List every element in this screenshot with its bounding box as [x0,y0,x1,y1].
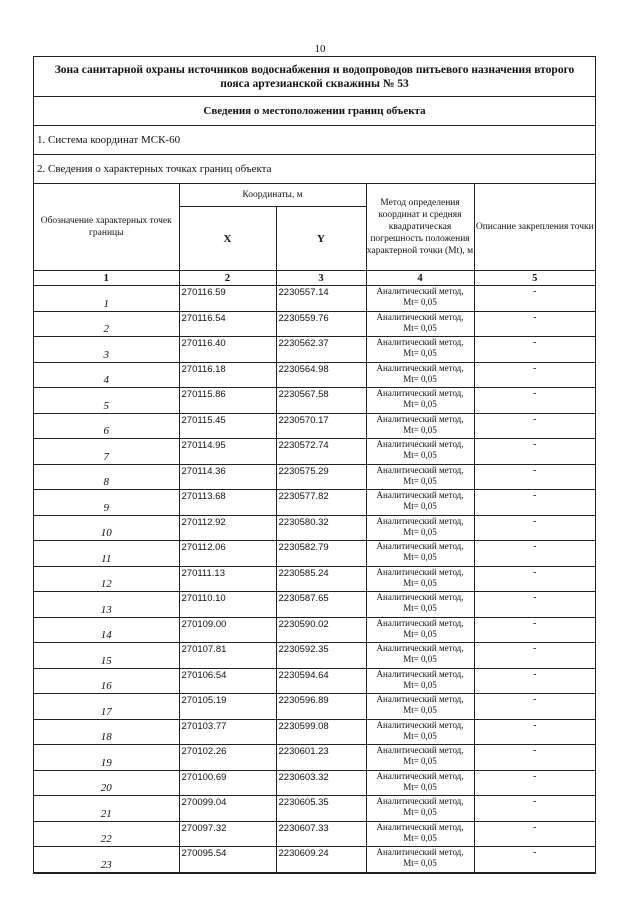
page-number: 10 [314,43,326,55]
table-row [34,490,595,516]
method-text: Аналитический метод, [376,388,464,398]
point-description: - [474,541,595,567]
table-row [34,337,595,363]
method-cell [366,617,474,643]
point-description: - [474,643,595,669]
point-number: 15 [34,643,179,669]
method-text: Аналитический метод, [376,413,464,424]
x-coordinate: 270114.36 [179,464,276,490]
point-description: - [474,464,595,490]
point-number: 6 [34,413,179,439]
x-coordinate: 270106.54 [179,668,276,694]
table-row [34,413,595,439]
method-text: Аналитический метод, [376,286,464,296]
x-coordinate: 270116.40 [179,337,276,363]
point-description: - [474,439,595,465]
method-cell [366,770,474,796]
y-coordinate: 2230585.24 [276,566,366,592]
point-description: - [474,592,595,618]
accuracy-text: Mt= 0,05 [403,475,437,486]
method-text: Аналитический метод, [376,668,464,679]
table-row [34,694,595,720]
table-row [34,388,595,414]
method-cell [366,413,474,439]
x-coordinate: 270110.10 [179,592,276,618]
table-row [34,515,595,541]
method-text: Аналитический метод, [376,719,464,730]
column-number: 4 [366,271,474,286]
x-coordinate: 270116.54 [179,311,276,337]
point-number: 20 [34,770,179,796]
method-text: Аналитический метод, [376,311,464,322]
method-cell [366,439,474,465]
header-description: Описание закрепления точки [474,184,595,271]
x-coordinate: 270102.26 [179,745,276,771]
method-text: Аналитический метод, [376,694,464,704]
point-description: - [474,311,595,337]
method-cell [366,847,474,873]
accuracy-text: Mt= 0,05 [403,781,437,792]
point-number: 21 [34,796,179,822]
accuracy-text: Mt= 0,05 [403,501,437,511]
y-coordinate: 2230596.89 [276,694,366,720]
y-coordinate: 2230607.33 [276,821,366,847]
x-coordinate: 270099.04 [179,796,276,822]
column-number: 3 [276,271,366,286]
accuracy-text: Mt= 0,05 [403,424,437,435]
x-coordinate: 270114.95 [179,439,276,465]
accuracy-text: Mt= 0,05 [403,858,437,868]
accuracy-text: Mt= 0,05 [403,654,437,664]
method-text: Аналитический метод, [376,617,464,628]
accuracy-text: Mt= 0,05 [403,552,437,562]
point-description: - [474,796,595,822]
header-point-designation: Обозначение характерных точек границы [34,184,179,271]
y-coordinate: 2230580.32 [276,515,366,541]
header-coordinates: Координаты, м [179,184,366,207]
point-description: - [474,821,595,847]
point-description: - [474,337,595,363]
x-coordinate: 270112.92 [179,515,276,541]
method-cell [366,592,474,618]
accuracy-text: Mt= 0,05 [403,450,437,460]
y-coordinate: 2230599.08 [276,719,366,745]
method-text: Аналитический метод, [376,770,464,781]
method-text: Аналитический метод, [376,439,464,449]
method-text: Аналитический метод, [376,821,464,832]
x-coordinate: 270105.19 [179,694,276,720]
table-row [34,286,595,312]
method-cell [366,694,474,720]
method-cell [366,821,474,847]
accuracy-text: Mt= 0,05 [403,832,437,843]
table-row [34,821,595,847]
method-text: Аналитический метод, [376,847,464,857]
point-number: 19 [34,745,179,771]
x-coordinate: 270116.59 [179,286,276,312]
y-coordinate: 2230577.82 [276,490,366,516]
y-coordinate: 2230601.23 [276,745,366,771]
y-coordinate: 2230559.76 [276,311,366,337]
table-row [34,745,595,771]
x-coordinate: 270116.18 [179,362,276,388]
table-row [34,541,595,567]
y-coordinate: 2230567.58 [276,388,366,414]
method-cell [366,541,474,567]
points-heading: 2. Сведения о характерных точках границ объекта [34,155,595,184]
point-description: - [474,362,595,388]
point-description: - [474,388,595,414]
accuracy-text: Mt= 0,05 [403,373,437,384]
method-cell [366,490,474,516]
method-cell [366,337,474,363]
x-coordinate: 270111.13 [179,566,276,592]
method-cell [366,745,474,771]
column-number: 5 [474,271,595,286]
point-description: - [474,694,595,720]
method-cell [366,286,474,312]
table-row [34,770,595,796]
table-row [34,311,595,337]
header-y: Y [276,207,366,271]
point-description: - [474,719,595,745]
accuracy-text: Mt= 0,05 [403,705,437,715]
y-coordinate: 2230609.24 [276,847,366,873]
accuracy-text: Mt= 0,05 [403,756,437,766]
method-cell [366,719,474,745]
y-coordinate: 2230570.17 [276,413,366,439]
y-coordinate: 2230592.35 [276,643,366,669]
accuracy-text: Mt= 0,05 [403,628,437,639]
point-description: - [474,847,595,873]
point-number: 14 [34,617,179,643]
method-text: Аналитический метод, [376,643,464,653]
accuracy-text: Mt= 0,05 [403,603,437,613]
x-coordinate: 270097.32 [179,821,276,847]
document-title: Зона санитарной охраны источников водоснабжения и водопроводов питьевого назначения второго пояса артезианской скважины № 53 [34,57,595,97]
method-text: Аналитический метод, [376,566,464,577]
table-row [34,796,595,822]
point-number: 9 [34,490,179,516]
y-coordinate: 2230562.37 [276,337,366,363]
point-description: - [474,286,595,312]
point-number: 1 [34,286,179,312]
y-coordinate: 2230594.64 [276,668,366,694]
y-coordinate: 2230572.74 [276,439,366,465]
point-number: 23 [34,847,179,873]
method-text: Аналитический метод, [376,362,464,373]
method-cell [366,311,474,337]
method-cell [366,362,474,388]
x-coordinate: 270113.68 [179,490,276,516]
x-coordinate: 270115.86 [179,388,276,414]
method-cell [366,388,474,414]
x-coordinate: 270103.77 [179,719,276,745]
y-coordinate: 2230587.65 [276,592,366,618]
y-coordinate: 2230575.29 [276,464,366,490]
method-cell [366,643,474,669]
point-number: 8 [34,464,179,490]
method-text: Аналитический метод, [376,337,464,347]
y-coordinate: 2230557.14 [276,286,366,312]
point-number: 16 [34,668,179,694]
y-coordinate: 2230582.79 [276,541,366,567]
header-x: X [179,207,276,271]
x-coordinate: 270109.00 [179,617,276,643]
y-coordinate: 2230605.35 [276,796,366,822]
table-row [34,566,595,592]
point-number: 2 [34,311,179,337]
table-row [34,668,595,694]
point-number: 17 [34,694,179,720]
table-row [34,719,595,745]
table-row [34,439,595,465]
method-text: Аналитический метод, [376,796,464,806]
table-row [34,617,595,643]
y-coordinate: 2230564.98 [276,362,366,388]
point-number: 10 [34,515,179,541]
point-number: 13 [34,592,179,618]
point-number: 3 [34,337,179,363]
x-coordinate: 270112.06 [179,541,276,567]
point-number: 11 [34,541,179,567]
point-description: - [474,490,595,516]
boundary-document [33,56,596,874]
point-description: - [474,515,595,541]
method-text: Аналитический метод, [376,464,464,475]
point-description: - [474,745,595,771]
point-description: - [474,770,595,796]
point-description: - [474,566,595,592]
table-row [34,464,595,490]
accuracy-text: Mt= 0,05 [403,807,437,817]
method-text: Аналитический метод, [376,541,464,551]
table-row [34,643,595,669]
point-number: 18 [34,719,179,745]
accuracy-text: Mt= 0,05 [403,679,437,690]
method-text: Аналитический метод, [376,515,464,526]
point-description: - [474,413,595,439]
coordinate-system-label: 1. Система координат МСК-60 [34,126,595,155]
table-row [34,362,595,388]
method-cell [366,566,474,592]
column-number: 1 [34,271,179,286]
column-number: 2 [179,271,276,286]
x-coordinate: 270100.69 [179,770,276,796]
y-coordinate: 2230603.32 [276,770,366,796]
method-cell [366,515,474,541]
point-number: 5 [34,388,179,414]
point-number: 4 [34,362,179,388]
x-coordinate: 270107.81 [179,643,276,669]
method-text: Аналитический метод, [376,490,464,500]
point-number: 12 [34,566,179,592]
accuracy-text: Mt= 0,05 [403,348,437,358]
accuracy-text: Mt= 0,05 [403,577,437,588]
method-cell [366,668,474,694]
x-coordinate: 270115.45 [179,413,276,439]
accuracy-text: Mt= 0,05 [403,730,437,741]
accuracy-text: Mt= 0,05 [403,322,437,333]
point-description: - [474,668,595,694]
accuracy-text: Mt= 0,05 [403,297,437,307]
x-coordinate: 270095.54 [179,847,276,873]
method-cell [366,464,474,490]
accuracy-text: Mt= 0,05 [403,526,437,537]
point-description: - [474,617,595,643]
y-coordinate: 2230590.02 [276,617,366,643]
table-row [34,847,595,873]
section-title: Сведения о местоположении границ объекта [34,97,595,126]
accuracy-text: Mt= 0,05 [403,399,437,409]
boundary-points-table [34,184,595,873]
method-text: Аналитический метод, [376,592,464,602]
point-number: 22 [34,821,179,847]
header-method: Метод определения координат и средняя квадратическая погрешность положения характерной точки (Mt), м [366,184,474,271]
method-cell [366,796,474,822]
point-number: 7 [34,439,179,465]
table-row [34,592,595,618]
method-text: Аналитический метод, [376,745,464,755]
